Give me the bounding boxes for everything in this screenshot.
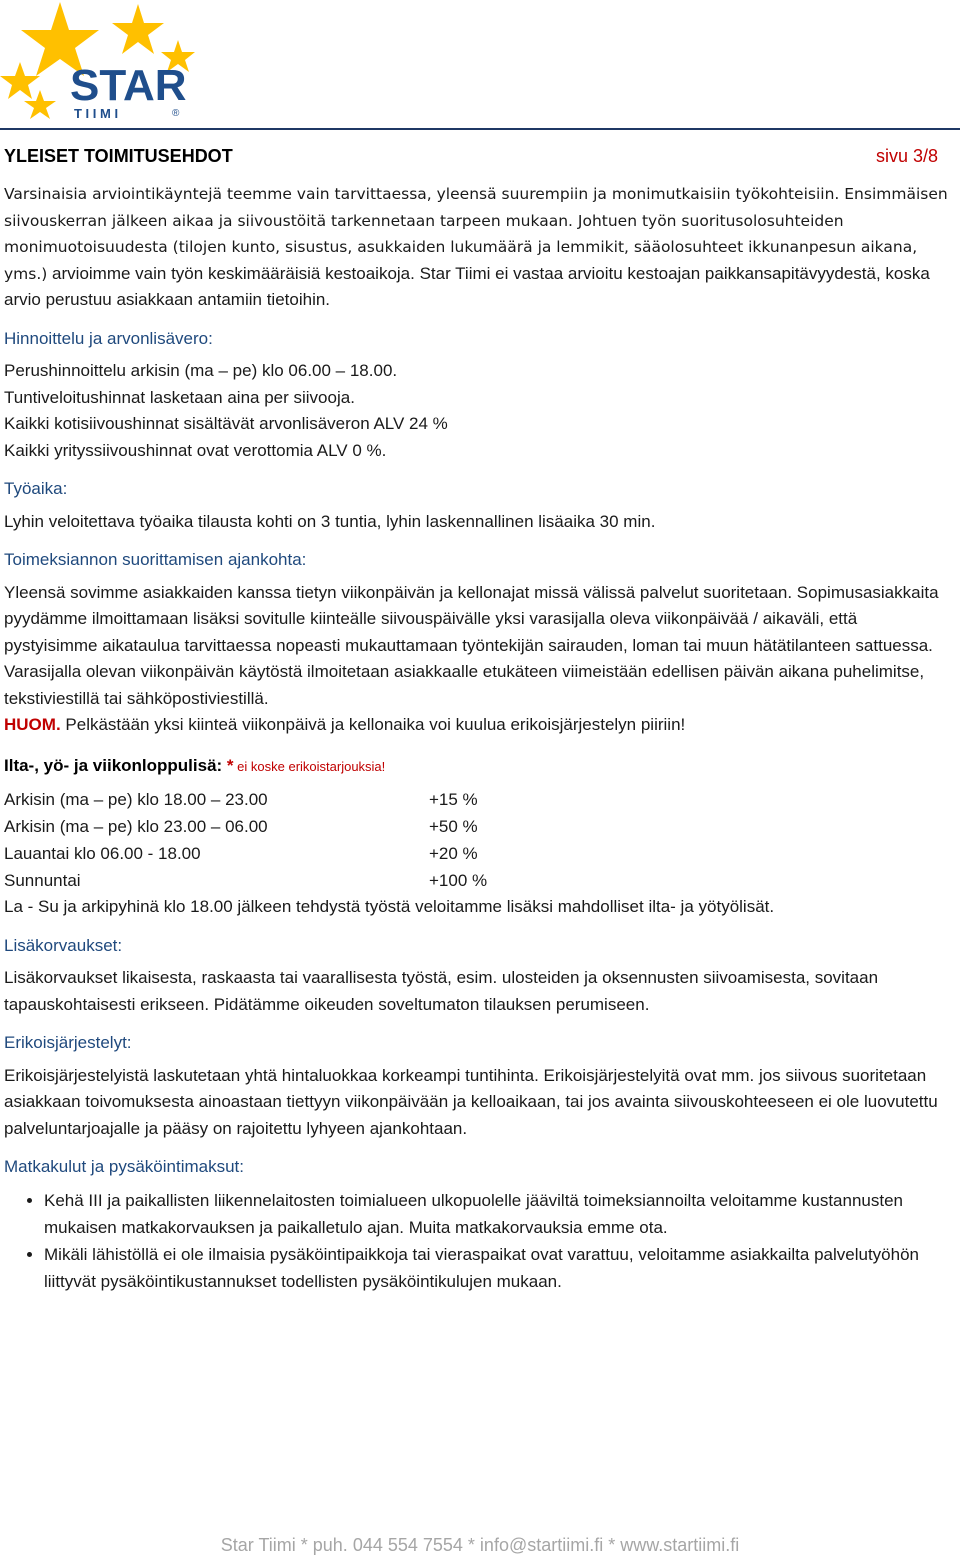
logo-registered: ® xyxy=(172,108,180,119)
worktime-text: Lyhin veloitettava työaika tilausta kohti on 3 tuntia, lyhin laskennallinen lisäaika 30 min. xyxy=(4,511,656,531)
travel-list xyxy=(4,1187,954,1295)
surcharge-row xyxy=(4,840,954,867)
star-tiimi-logo xyxy=(0,0,200,122)
pricing-heading: Hinnoittelu ja arvonlisävero: xyxy=(4,328,213,348)
surcharge-label: Lauantai klo 06.00 - 18.00 xyxy=(4,844,201,863)
list-item: • Mikäli lähistöllä ei ole ilmaisia pysäköintipaikkoja tai vieraspaikat ovat varattuu, veloitamme asiakkailta palvelutyöhön liittyvät pysäköintikustannukset todellisten pysäköintikulujen mukaan. xyxy=(44,1241,954,1295)
surcharge-value: +50 % xyxy=(429,817,478,836)
special-text: Erikoisjärjestelyistä laskutetaan yhtä hintaluokkaa korkeampi tuntihinta. Erikoisjärjestelyitä ovat mm. jos siivous suoritetaan asiakkaan toivomuksesta ainoastaan tiettyyn viikonpäivään ja kelloaikaan, tai jos avainta siivouskohteeseen ei ole luovutettu palveluntarjoajalle ja pääsy on rajoitettu lyhyeen ajankohtaan. xyxy=(4,1065,938,1138)
note-text: Pelkästään yksi kiinteä viikonpäivä ja kellonaika voi kuulua erikoisjärjestelyn piiriin! xyxy=(60,715,686,734)
surcharge-footer: La - Su ja arkipyhinä klo 18.00 jälkeen tehdystä työstä veloitamme lisäksi mahdolliset ilta- ja yötyölisät. xyxy=(4,897,775,916)
surcharge-row xyxy=(4,813,954,840)
schedule-text: Yleensä sovimme asiakkaiden kanssa tietyn viikonpäivän ja kellonajat missä välissä palvelut suoritetaan. Sopimusasiakkaita pyydämme ilmoittamaan lisäksi sovitulle kiinteälle siivouspäivälle yksi varasijalla oleva viikonpäivää / aikaväli, että pystyisimme aikataulua tarvittaessa nopeasti mukauttamaan työntekijän sairauden, loman tai muun hätätilanteen sattuessa. Varasijalla olevan viikonpäivän käytöstä ilmoitetaan asiakkaalle etukäteen viimeistään edellisen päivän aikana puhelimitse, tekstiviestillä tai sähköpostiviestillä. xyxy=(4,582,939,708)
extra-text: Lisäkorvaukset likaisesta, raskaasta tai vaarallisesta työstä, esim. ulosteiden ja oksennusten siivoamisesta, sovitaan tapauskohtaisesti erikseen. Pidätämme oikeuden soveltumaton tilauksen perumiseen. xyxy=(4,968,879,1014)
surcharge-value: +20 % xyxy=(429,844,478,863)
surcharge-label: Sunnuntai xyxy=(4,871,81,890)
logo-graphic xyxy=(0,0,200,122)
intro-part-2: arvioimme vain työn keskimääräisiä kestoaikoja. Star Tiimi ei vastaa arvioitu kestoajan paikkansapitävyydestä, koska arvio perustuu asiakkaan antamiin tietoihin. xyxy=(4,263,930,309)
surcharge-asterisk: * xyxy=(222,755,234,775)
surcharge-note: ei koske erikoistarjouksia! xyxy=(233,758,386,774)
pricing-line: Perushinnoittelu arkisin (ma – pe) klo 06.00 – 18.00. xyxy=(4,361,398,380)
list-item: • Kehä III ja paikallisten liikennelaitosten toimialueen ulkopuolelle jääviltä toimeksiannoilta veloitamme kustannusten mukaisen matkakorvauksen ja paikalletulo ajan. Muita matkakorvauksia emme ota. xyxy=(44,1187,954,1241)
surcharge-row xyxy=(4,867,954,894)
travel-heading: Matkakulut ja pysäköintimaksut: xyxy=(4,1157,244,1176)
surcharge-label: Arkisin (ma – pe) klo 18.00 – 23.00 xyxy=(4,790,268,809)
header-divider xyxy=(0,128,960,130)
surcharge-value: +15 % xyxy=(429,790,478,809)
page-footer: Star Tiimi * puh. 044 554 7554 * info@startiimi.fi * www.startiimi.fi xyxy=(220,1535,740,1555)
surcharge-label: Arkisin (ma – pe) klo 23.00 – 06.00 xyxy=(4,817,268,836)
pricing-line: Tuntiveloitushinnat lasketaan aina per siivooja. xyxy=(4,387,355,407)
logo-text-star: STAR xyxy=(70,61,187,110)
extra-heading: Lisäkorvaukset: xyxy=(4,935,123,955)
schedule-note xyxy=(4,712,954,739)
surcharge-row xyxy=(4,786,954,813)
intro-paragraph xyxy=(4,181,954,314)
schedule-heading: Toimeksiannon suorittamisen ajankohta: xyxy=(4,550,307,569)
surcharge-heading xyxy=(4,753,954,781)
pricing-line: Kaikki yrityssiivoushinnat ovat verottomia ALV 0 %. xyxy=(4,440,387,460)
pricing-line: Kaikki kotisiivoushinnat sisältävät arvonlisäveron ALV 24 % xyxy=(4,414,448,433)
page-number: sivu 3/8 xyxy=(875,146,938,166)
worktime-heading: Työaika: xyxy=(4,479,68,498)
logo-text-tiimi: T I I M I xyxy=(74,106,119,121)
note-label: HUOM. xyxy=(4,715,61,734)
document-body xyxy=(4,181,954,1295)
star-icon xyxy=(0,62,40,99)
surcharge-heading-text: Ilta-, yö- ja viikonloppulisä: xyxy=(4,755,223,775)
surcharge-value: +100 % xyxy=(429,871,488,890)
document-title: YLEISET TOIMITUSEHDOT xyxy=(4,146,233,166)
star-icon xyxy=(112,4,164,54)
intro-part-1: Varsinaisia arviointikäyntejä teemme vain tarvittaessa, yleensä suurempiin ja monimutkaisiin työkohteisiin. Ensimmäisen siivouskerran jälkeen aikaa ja siivoustöitä tarkennetaan tarpeen mukaan. Johtuen työn suoritusolosuhteiden monimuotoisuudesta (tilojen kunto, sisustus, asukkaiden lukumäärä ja lemmikit, sääolosuhteet ikkunanpesun aikana, yms.) xyxy=(4,185,948,283)
special-heading: Erikoisjärjestelyt: xyxy=(4,1033,132,1052)
